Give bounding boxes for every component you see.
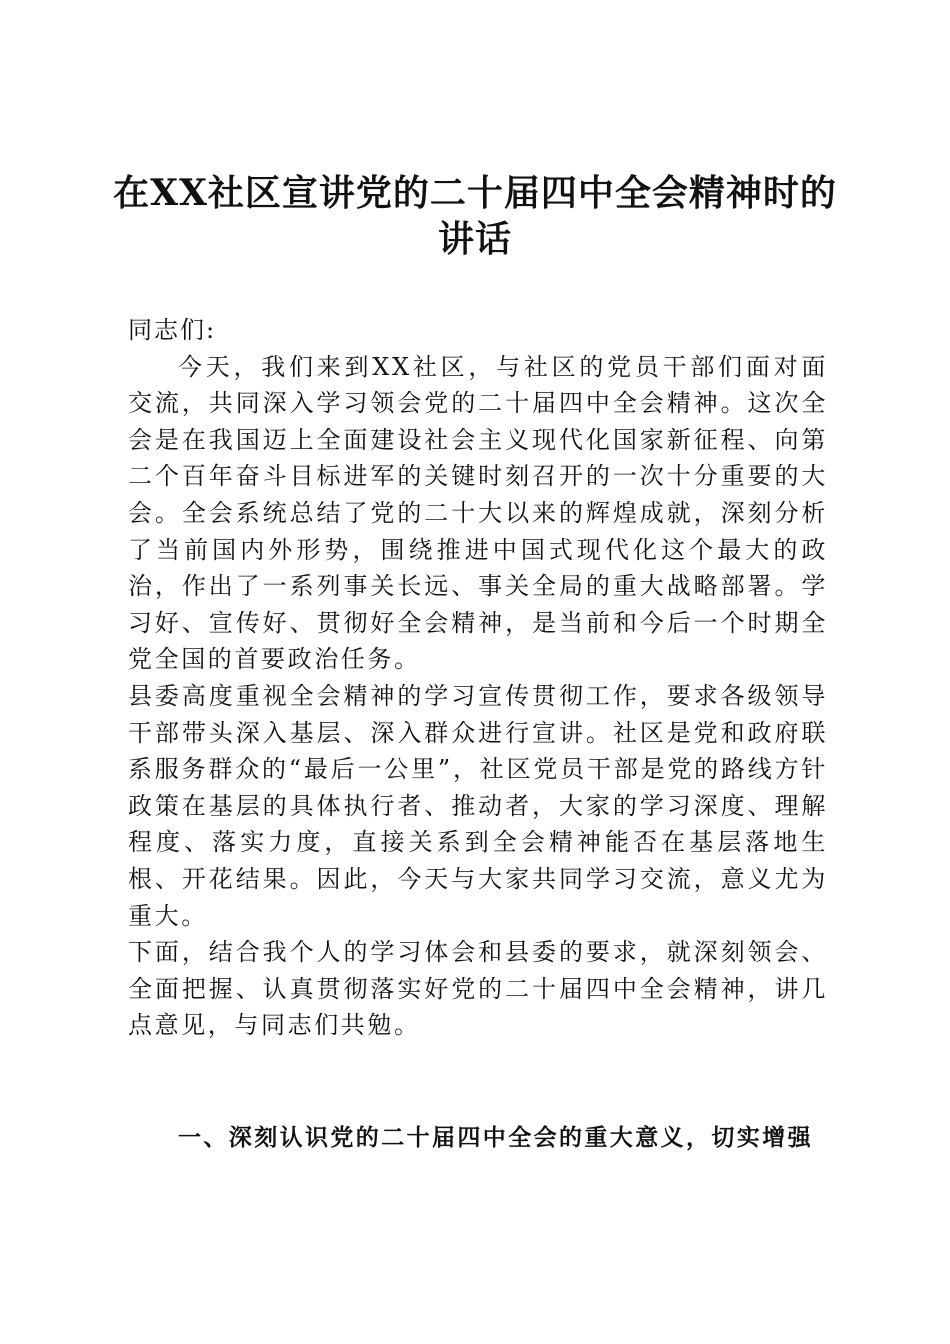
paragraph-intro: 今天，我们来到XX社区，与社区的党员干部们面对面交流，共同深入学习领会党的二十届四中全会精神。这次全会是在我国迈上全面建设社会主义现代化国家新征程、向第二个百年奋斗目标进军的关键时刻召开的一次十分重要的大会。全会系统总结了党的二十大以来的辉煌成就，深刻分析了当前国内外形势，围绕推进中国式现代化这个最大的政治，作出了一系列事关长远、事关全局的重大战略部署。学习好、宣传好、贯彻好全会精神，是当前和今后一个时期全党全国的首要政治任务。 (128, 352, 828, 674)
document-title (110, 170, 840, 262)
title-line-2: 讲话 (437, 218, 512, 260)
title-line-1: 在XX社区宣讲党的二十届四中全会精神时的 (113, 172, 837, 214)
document-body (128, 312, 828, 1044)
salutation: 同志们: (128, 316, 217, 344)
paragraph-transition: 下面，结合我个人的学习体会和县委的要求，就深刻领会、全面把握、认真贯彻落实好党的二十届四中全会精神，讲几点意见，与同志们共勉。 (128, 938, 828, 1040)
section-heading-1: 一、深刻认识党的二十届四中全会的重大意义，切实增强 (178, 1125, 813, 1151)
paragraph-county-committee: 县委高度重视全会精神的学习宣传贯彻工作，要求各级领导干部带头深入基层、深入群众进行宣讲。社区是党和政府联系服务群众的“最后一公里”，社区党员干部是党的路线方针政策在基层的具体执行者、推动者，大家的学习深度、理解程度、落实力度，直接关系到全会精神能否在基层落地生根、开花结果。因此，今天与大家共同学习交流，意义尤为重大。 (128, 681, 828, 930)
